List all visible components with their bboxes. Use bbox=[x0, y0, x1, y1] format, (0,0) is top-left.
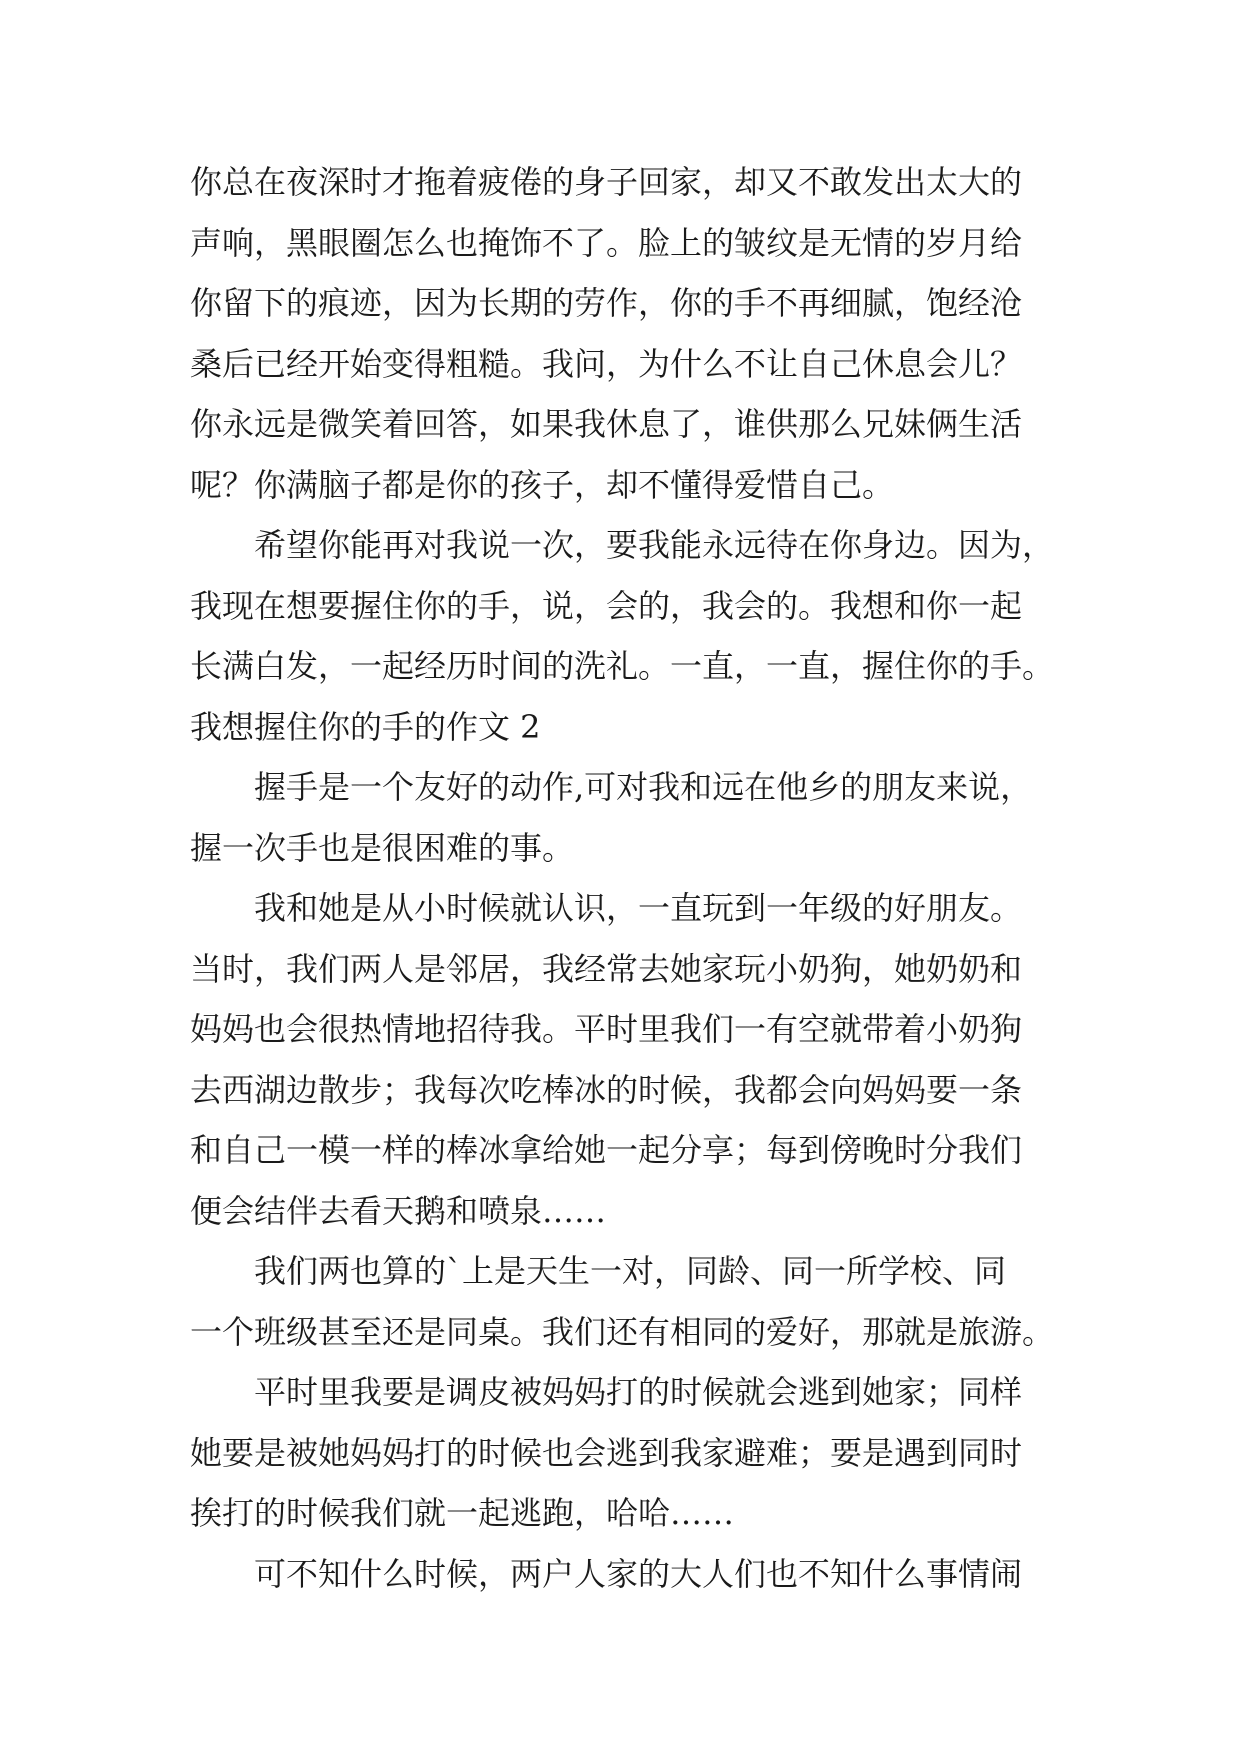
paragraph-line: 去西湖边散步；我每次吃棒冰的时候，我都会向妈妈要一条 bbox=[190, 1070, 1023, 1109]
paragraph-line: 握一次手也是很困难的事。 bbox=[190, 828, 575, 867]
paragraph-line: 她要是被她妈妈打的时候也会逃到我家避难；要是遇到同时 bbox=[190, 1433, 1023, 1472]
paragraph-line: 你留下的痕迹，因为长期的劳作，你的手不再细腻，饱经沧 bbox=[190, 284, 1023, 322]
paragraph-line: 挨打的时候我们就一起逃跑，哈哈…… bbox=[190, 1494, 735, 1532]
paragraph-line: 平时里我要是调皮被妈妈打的时候就会逃到她家；同样 bbox=[254, 1373, 1023, 1411]
paragraph-line: 我们两也算的`上是天生一对，同龄、同一所学校、同 bbox=[254, 1252, 1007, 1290]
paragraph-line: 你永远是微笑着回答，如果我休息了，谁供那么兄妹俩生活 bbox=[190, 405, 1023, 443]
paragraph-line: 和自己一模一样的棒冰拿给她一起分享；每到傍晚时分我们 bbox=[190, 1131, 1023, 1169]
paragraph-line: 当时，我们两人是邻居，我经常去她家玩小奶狗，她奶奶和 bbox=[190, 949, 1023, 988]
paragraph-line: 妈妈也会很热情地招待我。平时里我们一有空就带着小奶狗 bbox=[190, 1010, 1023, 1048]
paragraph-line: 一个班级甚至还是同桌。我们还有相同的爱好，那就是旅游。 bbox=[190, 1312, 1055, 1351]
essay-title: 我想握住你的手的作文 2 bbox=[190, 707, 541, 746]
paragraph-line: 可不知什么时候，两户人家的大人们也不知什么事情闹 bbox=[254, 1554, 1023, 1593]
paragraph-line: 呢？你满脑子都是你的孩子，却不懂得爱惜自己。 bbox=[190, 465, 895, 504]
paragraph-line: 我和她是从小时候就认识，一直玩到一年级的好朋友。 bbox=[254, 889, 1023, 927]
essay-body bbox=[190, 152, 1060, 1604]
paragraph-line: 握手是一个友好的动作,可对我和远在他乡的朋友来说， bbox=[254, 768, 1033, 806]
paragraph-line: 便会结伴去看天鹅和喷泉…… bbox=[190, 1191, 607, 1230]
paragraph-line: 长满白发，一起经历时间的洗礼。一直，一直，握住你的手。 bbox=[190, 647, 1055, 685]
paragraph-line: 桑后已经开始变得粗糙。我问，为什么不让自己休息会儿？ bbox=[190, 344, 1023, 383]
paragraph-line: 我现在想要握住你的手，说，会的，我会的。我想和你一起 bbox=[190, 586, 1023, 625]
paragraph-line: 希望你能再对我说一次，要我能永远待在你身边。因为， bbox=[254, 526, 1055, 564]
paragraph-line: 你总在夜深时才拖着疲倦的身子回家，却又不敢发出太大的 bbox=[190, 163, 1023, 201]
paragraph-line: 声响，黑眼圈怎么也掩饰不了。脸上的皱纹是无情的岁月给 bbox=[190, 223, 1023, 262]
